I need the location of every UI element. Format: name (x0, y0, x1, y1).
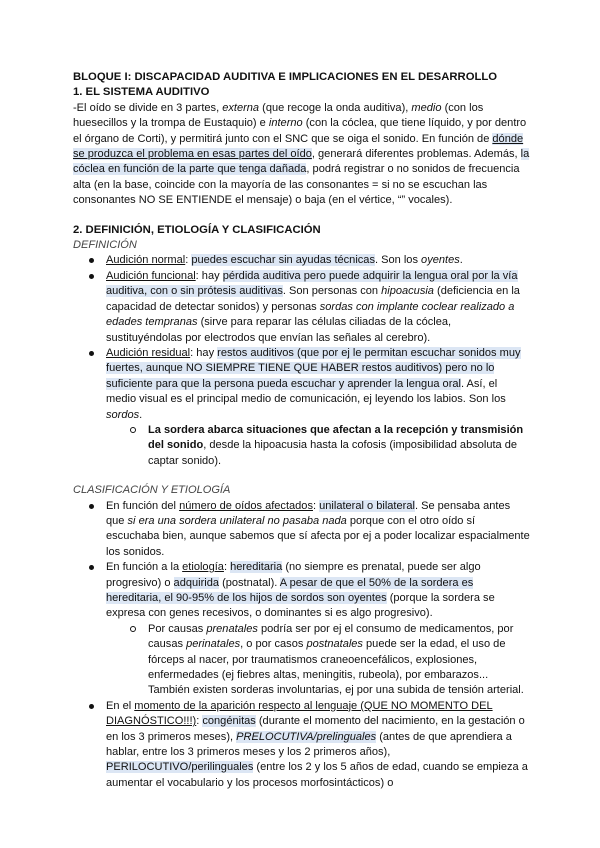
list-item-sordera-abarca: La sordera abarca situaciones que afectan a la recepción y transmisión del sonido, desde la hipoacusia hasta la cofosis (imposibilidad absoluta de captar sonido). (106, 423, 530, 469)
subheading-clasificacion: CLASIFICACIÓN Y ETIOLOGÍA (73, 484, 231, 497)
paragraph-ear-parts: -El oído se divide en 3 partes, externa (que recoge la onda auditiva), medio (con los huesecillos y la trompa de Eustaquio) e interno (con la cóclea, que tiene líquido, y por dentro el órgano de Corti), y permitirá junto con el SNC que se oiga el sonido. En función de dónde se produzca el problema en esas partes del oído, generará diferentes problemas. Además, la cóclea en función de la parte que tenga dañada, podrá registrar o no sonidos de frecuencia alta (en la base, coincide con la mayoría de las consonantes = si no se escuchan las consonantes NO SE ENTIENDE el mensaje) o baja (en el vértice, “” vocales). (73, 101, 530, 207)
sublist-causas (106, 622, 530, 699)
document-title: BLOQUE I: DISCAPACIDAD AUDITIVA E IMPLICACIONES EN EL DESARROLLO (73, 71, 498, 83)
list-item-causas: Por causas prenatales podría ser por ej el consumo de medicamentos, por causas perinatales, o por casos postnatales puede ser la edad, el uso de fórceps al nacer, por traumatismos craneoencefálicos, explosiones, enfermedades (ej fiebres altas, meningitis, rubeola), por embarazos... También existen sorderas involuntarias, ej por una subida de tensión arterial. (106, 622, 530, 699)
subheading-definicion: DEFINICIÓN (73, 239, 137, 252)
list-item-numero-oidos: En función del número de oídos afectados: unilateral o bilateral. Se pensaba antes que si era una sordera unilateral no pasaba nada porque con el otro oído sí escuchaba bien, aunque sabemos que sí afecta por ej a poder localizar espacialmente los sonidos. (73, 499, 530, 561)
section-heading-1: 1. EL SISTEMA AUDITIVO (73, 86, 210, 99)
section-heading-2: 2. DEFINICIÓN, ETIOLOGÍA Y CLASIFICACIÓN (73, 223, 321, 236)
definition-list (73, 253, 530, 469)
list-item-momento-aparicion: En el momento de la aparición respecto al lenguaje (QUE NO MOMENTO DEL DIAGNÓSTICO!!!): congénitas (durante el momento del nacimiento, en la gestación o en los 3 primeros meses), PRELOCUTIVA/prelinguales (antes de que aprendiera a hablar, entre los 3 primeros meses y los 2 primeros años), PERILOCUTIVO/perilinguales (entre los 2 y los 5 años de edad, cuando se empieza a aumentar el vocabulario y los procesos morfosintácticos) o (73, 699, 530, 791)
list-item-etiologia: En función a la etiología: hereditaria (no siempre es prenatal, puede ser algo progresivo) o adquirida (postnatal). A pesar de que el 50% de la sordera es hereditaria, el 90-95% de los hijos de sordos son oyentes (porque la sordera se expresa con genes recesivos, o dominantes si es algo progresivo). Por causas prenatales podría ser por ej el consumo de medicamentos, por causas perinatales, o por casos postnatales puede ser la edad, el uso de fórceps al nacer, por traumatismos craneoencefálicos, explosiones, enfermedades (ej fiebres altas, meningitis, rubeola), por embarazos... También existen sorderas involuntarias, ej por una subida de tensión arterial. (73, 560, 530, 699)
document-body (73, 70, 530, 791)
list-item-audicion-residual: Audición residual: hay restos auditivos (que por ej le permitan escuchar sonidos muy fuertes, aunque NO SIEMPRE TIENE QUE HABER restos auditivos) pero no lo suficiente para que la persona pueda escuchar y aprender la lengua oral. Así, el medio visual es el principal medio de comunicación, ej leyendo los labios. Son los sordos. La sordera abarca situaciones que afectan a la recepción y transmisión del sonido, desde la hipoacusia hasta la cofosis (imposibilidad absoluta de captar sonido). (73, 346, 530, 469)
list-item-audicion-funcional: Audición funcional: hay pérdida auditiva pero puede adquirir la lengua oral por la vía auditiva, con o sin prótesis auditivas. Son personas con hipoacusia (deficiencia en la capacidad de detectar sonidos) y personas sordas con implante coclear realizado a edades tempranas (sirve para reparar las células ciliadas de la cóclea, sustituyéndolas por electrodos que envían las señales al cerebro). (73, 269, 530, 346)
sublist-sordera (106, 423, 530, 469)
classification-list (73, 499, 530, 792)
list-item-audicion-normal: Audición normal: puedes escuchar sin ayudas técnicas. Son los oyentes. (73, 253, 530, 268)
